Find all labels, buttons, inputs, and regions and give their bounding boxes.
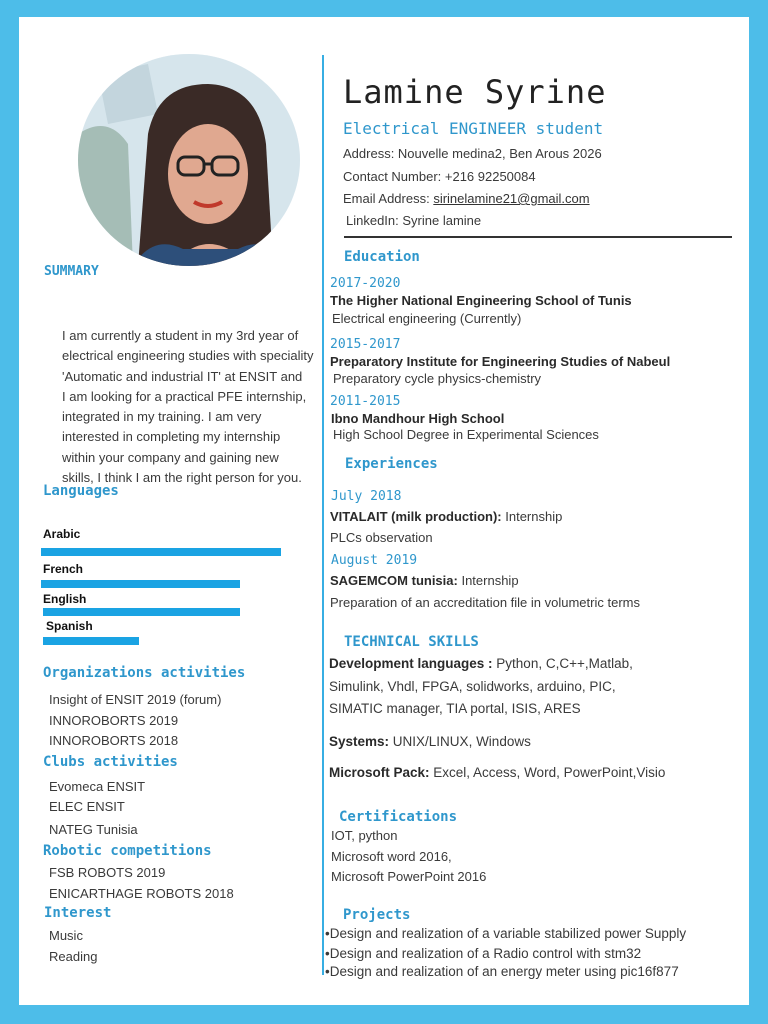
interest-item: Reading <box>49 949 98 964</box>
candidate-title: Electrical ENGINEER student <box>343 119 604 138</box>
language-level-bar <box>41 580 240 588</box>
language-level-bar <box>43 608 240 616</box>
education-school: Preparatory Institute for Engineering Studies of Nabeul <box>330 354 671 369</box>
dev-languages-line <box>329 656 633 671</box>
dev-languages-value: Python, C,C++,Matlab, <box>496 656 633 671</box>
systems-value: UNIX/LINUX, Windows <box>392 734 531 749</box>
experience-company: SAGEMCOM tunisia: <box>330 573 458 588</box>
organization-item: Insight of ENSIT 2019 (forum) <box>49 692 222 707</box>
experience-role: Internship <box>501 509 563 524</box>
experience-title <box>330 573 519 588</box>
summary-line: electrical engineering studies with speciality <box>62 348 314 364</box>
microsoft-value: Excel, Access, Word, PowerPoint,Visio <box>433 765 666 780</box>
linkedin-text: LinkedIn: Syrine lamine <box>346 213 482 228</box>
club-item: NATEG Tunisia <box>49 822 138 837</box>
interest-heading: Interest <box>44 905 112 921</box>
education-detail: Preparatory cycle physics-chemistry <box>333 371 542 386</box>
experience-company: VITALAIT (milk production): <box>330 509 502 524</box>
resume-page <box>19 17 749 1005</box>
project-item: •Design and realization of a Radio control with stm32 <box>325 946 642 961</box>
summary-line: interested in completing my internship <box>62 429 281 445</box>
dev-languages-label: Development languages : <box>329 656 497 671</box>
column-divider <box>322 55 324 975</box>
summary-line: I am looking for a practical PFE internship, <box>62 388 307 404</box>
summary-line: skills, I think I am the right person for you. <box>62 470 302 486</box>
club-item: ELEC ENSIT <box>49 799 125 814</box>
certifications-heading: Certifications <box>339 809 458 825</box>
address-text: Address: Nouvelle medina2, Ben Arous 2026 <box>343 146 602 161</box>
email-link[interactable]: sirinelamine21@gmail.com <box>433 191 590 206</box>
experience-detail: PLCs observation <box>330 530 433 545</box>
education-heading: Education <box>344 249 420 265</box>
language-name: Spanish <box>46 619 93 633</box>
microsoft-label: Microsoft Pack: <box>329 765 434 780</box>
language-name: English <box>43 592 87 606</box>
robotics-item: ENICARTHAGE ROBOTS 2018 <box>49 886 234 901</box>
email-label: Email Address: <box>343 191 434 206</box>
systems-line <box>329 734 531 749</box>
email-line <box>343 191 590 206</box>
systems-label: Systems: <box>329 734 393 749</box>
candidate-name: Lamine Syrine <box>343 73 607 111</box>
language-name: Arabic <box>43 527 81 541</box>
summary-heading: SUMMARY <box>44 264 99 279</box>
summary-line: within your company and gaining new <box>62 449 279 465</box>
dev-languages-line: Simulink, Vhdl, FPGA, solidworks, arduino, PIC, <box>329 679 616 694</box>
phone-text: Contact Number: +216 92250084 <box>343 169 536 184</box>
education-detail: High School Degree in Experimental Sciences <box>333 427 599 442</box>
header-rule <box>344 236 732 238</box>
certification-item: Microsoft word 2016, <box>331 849 452 864</box>
education-years: 2015-2017 <box>330 337 401 352</box>
club-item: Evomeca ENSIT <box>49 779 146 794</box>
education-detail: Electrical engineering (Currently) <box>332 311 522 326</box>
microsoft-line <box>329 765 665 780</box>
profile-photo <box>78 54 300 266</box>
interest-item: Music <box>49 928 83 943</box>
education-years: 2017-2020 <box>330 276 401 291</box>
certification-item: Microsoft PowerPoint 2016 <box>331 869 487 884</box>
summary-text <box>62 326 342 488</box>
certification-item: IOT, python <box>331 828 398 843</box>
experience-date: August 2019 <box>331 553 418 568</box>
summary-line: I am currently a student in my 3rd year of <box>62 328 299 343</box>
experience-detail: Preparation of an accreditation file in volumetric terms <box>330 595 640 610</box>
robotics-item: FSB ROBOTS 2019 <box>49 865 166 880</box>
robotics-heading: Robotic competitions <box>43 843 212 859</box>
organization-item: INNOROBORTS 2018 <box>49 733 179 748</box>
organizations-heading: Organizations activities <box>43 665 246 681</box>
language-level-bar <box>41 548 281 556</box>
summary-line: 'Automatic and industrial IT' at ENSIT and <box>62 368 303 384</box>
organization-item: INNOROBORTS 2019 <box>49 713 179 728</box>
experiences-heading: Experiences <box>345 456 438 472</box>
education-school: The Higher National Engineering School of Tunis <box>330 293 632 308</box>
languages-heading: Languages <box>43 483 119 499</box>
summary-line: integrated in my training. I am very <box>62 409 262 425</box>
portrait-image <box>78 54 300 266</box>
experience-role: Internship <box>457 573 519 588</box>
language-level-bar <box>43 637 139 645</box>
project-item: •Design and realization of a variable stabilized power Supply <box>325 926 687 941</box>
dev-languages-line: SIMATIC manager, TIA portal, ISIS, ARES <box>329 701 581 716</box>
education-years: 2011-2015 <box>330 394 401 409</box>
experience-title <box>330 509 562 524</box>
language-name: French <box>43 562 84 576</box>
education-school: Ibno Mandhour High School <box>331 411 505 426</box>
projects-heading: Projects <box>343 907 411 923</box>
project-item: •Design and realization of an energy meter using pic16f877 <box>325 964 679 979</box>
skills-heading: TECHNICAL SKILLS <box>344 634 479 650</box>
experience-date: July 2018 <box>331 489 402 504</box>
clubs-heading: Clubs activities <box>43 754 178 770</box>
